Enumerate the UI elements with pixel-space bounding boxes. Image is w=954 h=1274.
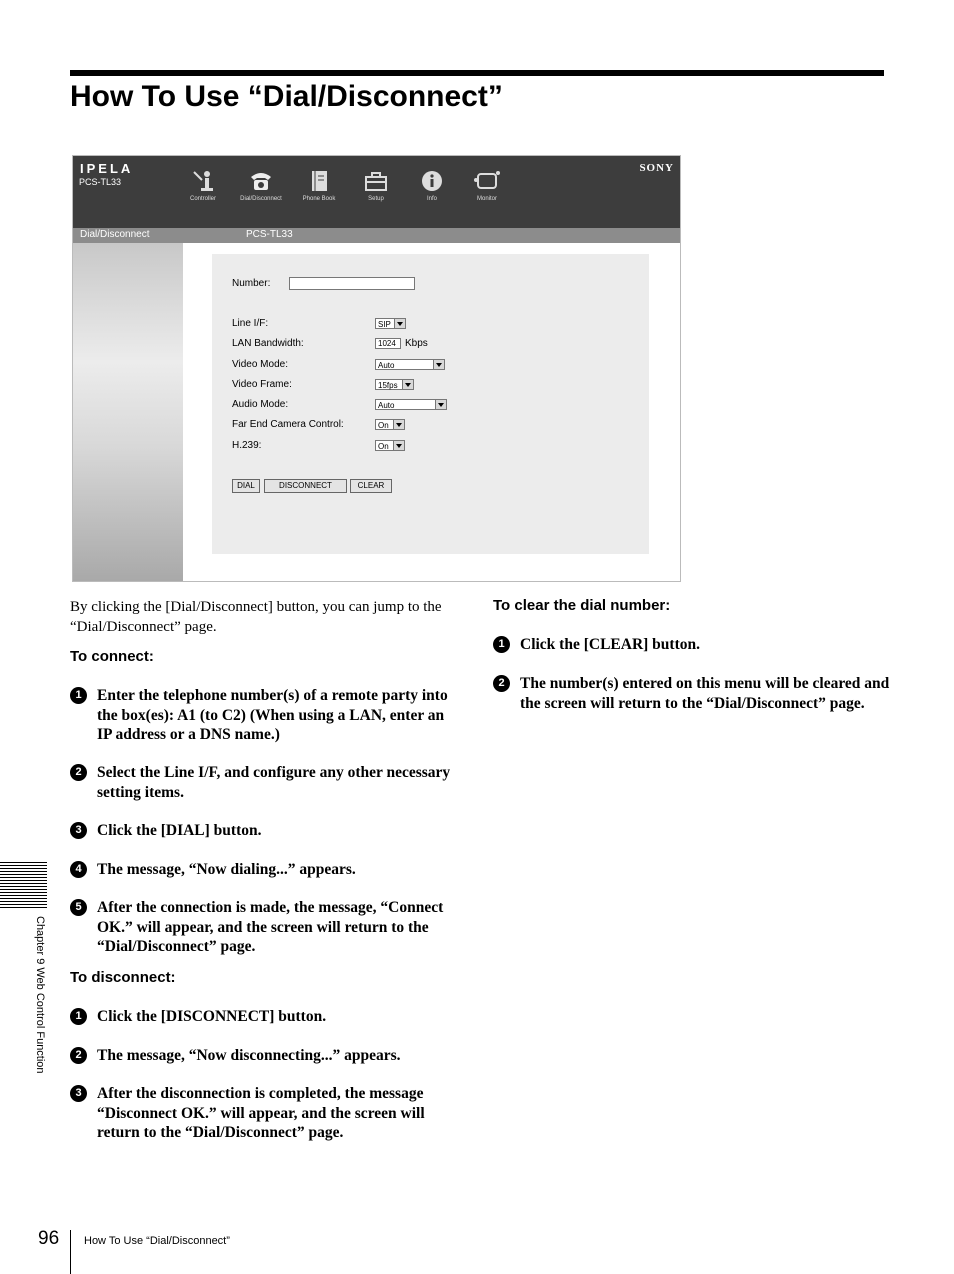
- clear-button[interactable]: CLEAR: [350, 479, 392, 493]
- step-text: Enter the telephone number(s) of a remote party into the box(es): A1 (to C2) (When using a LAN, enter an IP address or a DNS name.): [97, 687, 448, 743]
- line-if-select[interactable]: [375, 318, 406, 329]
- disconnect-step-1: [70, 1007, 462, 1027]
- telephone-icon: [248, 168, 274, 194]
- h239-label: H.239:: [232, 440, 262, 451]
- dial-form: [212, 254, 649, 554]
- nav-label: Setup: [368, 196, 384, 202]
- nav-phone-book[interactable]: [294, 168, 344, 202]
- model-name: PCS-TL33: [79, 177, 122, 187]
- number-input[interactable]: [289, 277, 415, 290]
- dropdown-arrow-icon: [433, 360, 444, 369]
- clear-heading: To clear the dial number:: [493, 597, 671, 614]
- dropdown-arrow-icon: [402, 380, 413, 389]
- step-number-2-icon: 2: [70, 1047, 87, 1064]
- nav-label: Controller: [189, 196, 216, 202]
- footer-title: How To Use “Dial/Disconnect”: [84, 1235, 230, 1247]
- step-text: After the connection is made, the message, “Connect OK.” will appear, and the screen will return to the “Dial/Disconnect” page.: [97, 899, 444, 955]
- screenshot-side-panel: [73, 243, 183, 582]
- connect-step-3: [70, 821, 462, 841]
- clear-step-1: [493, 635, 890, 655]
- step-text: After the disconnection is completed, the message “Disconnect OK.” will appear, and the screen will return to the “Dial/Disconnect” page.: [97, 1085, 425, 1141]
- nav-dial-disconnect[interactable]: [236, 168, 286, 202]
- sony-logo: SONY: [639, 162, 674, 174]
- dropdown-arrow-icon: [435, 400, 446, 409]
- screenshot-title-bar: [73, 228, 680, 243]
- audio-mode-select[interactable]: [375, 399, 447, 410]
- step-number-4-icon: 4: [70, 861, 87, 878]
- clear-step-2: [493, 674, 892, 713]
- fecc-label: Far End Camera Control:: [232, 419, 344, 430]
- dropdown-arrow-icon: [393, 441, 404, 450]
- line-if-value: SIP: [378, 320, 391, 329]
- video-frame-value: 15fps: [378, 381, 398, 390]
- nav-label: Phone Book: [302, 196, 336, 202]
- video-mode-select[interactable]: [375, 359, 445, 370]
- toolbox-icon: [363, 168, 389, 194]
- chapter-side-label: Chapter 9 Web Control Function: [34, 916, 46, 1074]
- h239-select[interactable]: [375, 440, 405, 451]
- controller-icon: [190, 168, 216, 194]
- nav-setup[interactable]: [351, 168, 401, 202]
- page-number: 96: [38, 1228, 60, 1249]
- disconnect-step-3: [70, 1084, 467, 1143]
- step-number-3-icon: 3: [70, 822, 87, 839]
- phone-book-icon: [306, 168, 332, 194]
- disconnect-step-2: [70, 1046, 462, 1066]
- nav-monitor[interactable]: [462, 168, 512, 202]
- nav-label: Info: [426, 196, 437, 202]
- nav-label: Dial/Disconnect: [240, 196, 282, 202]
- step-text: Click the [DISCONNECT] button.: [97, 1008, 327, 1025]
- dropdown-arrow-icon: [394, 319, 405, 328]
- step-text: Click the [CLEAR] button.: [520, 636, 700, 653]
- nav-info[interactable]: [407, 168, 457, 202]
- monitor-icon: [472, 168, 502, 194]
- ipela-logo: IPELA: [80, 161, 134, 176]
- audio-mode-value: Auto: [378, 401, 395, 410]
- dial-disconnect-screenshot: [72, 155, 681, 582]
- step-number-3-icon: 3: [70, 1085, 87, 1102]
- screenshot-header: [73, 156, 680, 228]
- bar-page-name: Dial/Disconnect: [80, 229, 150, 240]
- step-text: The message, “Now disconnecting...” appears.: [97, 1047, 401, 1064]
- step-text: Click the [DIAL] button.: [97, 822, 262, 839]
- h239-value: On: [378, 442, 389, 451]
- video-mode-value: Auto: [378, 361, 395, 370]
- disconnect-heading: To disconnect:: [70, 969, 176, 986]
- step-number-2-icon: 2: [70, 764, 87, 781]
- info-icon: [419, 168, 445, 194]
- bar-model: PCS-TL33: [246, 229, 293, 240]
- chapter-tab-stripes: [0, 862, 47, 910]
- step-number-2-icon: 2: [493, 675, 510, 692]
- connect-heading: To connect:: [70, 648, 154, 665]
- top-rule: [70, 70, 884, 76]
- video-mode-label: Video Mode:: [232, 359, 288, 370]
- disconnect-button[interactable]: DISCONNECT: [264, 479, 347, 493]
- intro-paragraph: By clicking the [Dial/Disconnect] button, you can jump to the “Dial/Disconnect” page.: [70, 599, 442, 635]
- step-number-1-icon: 1: [493, 636, 510, 653]
- lan-bandwidth-label: LAN Bandwidth:: [232, 338, 304, 349]
- nav-label: Monitor: [476, 196, 497, 202]
- step-text: The number(s) entered on this menu will be cleared and the screen will return to the “Dial/Disconnect” page.: [520, 675, 890, 712]
- step-text: The message, “Now dialing...” appears.: [97, 861, 356, 878]
- fecc-value: On: [378, 421, 389, 430]
- connect-step-4: [70, 860, 462, 880]
- footer-rule: [70, 1230, 71, 1274]
- step-number-1-icon: 1: [70, 687, 87, 704]
- step-number-5-icon: 5: [70, 899, 87, 916]
- dial-button[interactable]: DIAL: [232, 479, 260, 493]
- number-label: Number:: [232, 278, 271, 289]
- connect-step-5: [70, 898, 462, 957]
- connect-step-1: [70, 686, 462, 745]
- video-frame-label: Video Frame:: [232, 379, 292, 390]
- fecc-select[interactable]: [375, 419, 405, 430]
- lan-bandwidth-input[interactable]: 1024: [375, 338, 401, 349]
- step-text: Select the Line I/F, and configure any other necessary setting items.: [97, 764, 451, 801]
- connect-step-2: [70, 763, 462, 802]
- video-frame-select[interactable]: [375, 379, 414, 390]
- step-number-1-icon: 1: [70, 1008, 87, 1025]
- nav-controller[interactable]: [178, 168, 228, 202]
- lan-bandwidth-unit: Kbps: [405, 338, 428, 349]
- line-if-label: Line I/F:: [232, 318, 269, 329]
- dropdown-arrow-icon: [393, 420, 404, 429]
- page-title: How To Use “Dial/Disconnect”: [70, 80, 503, 113]
- audio-mode-label: Audio Mode:: [232, 399, 289, 410]
